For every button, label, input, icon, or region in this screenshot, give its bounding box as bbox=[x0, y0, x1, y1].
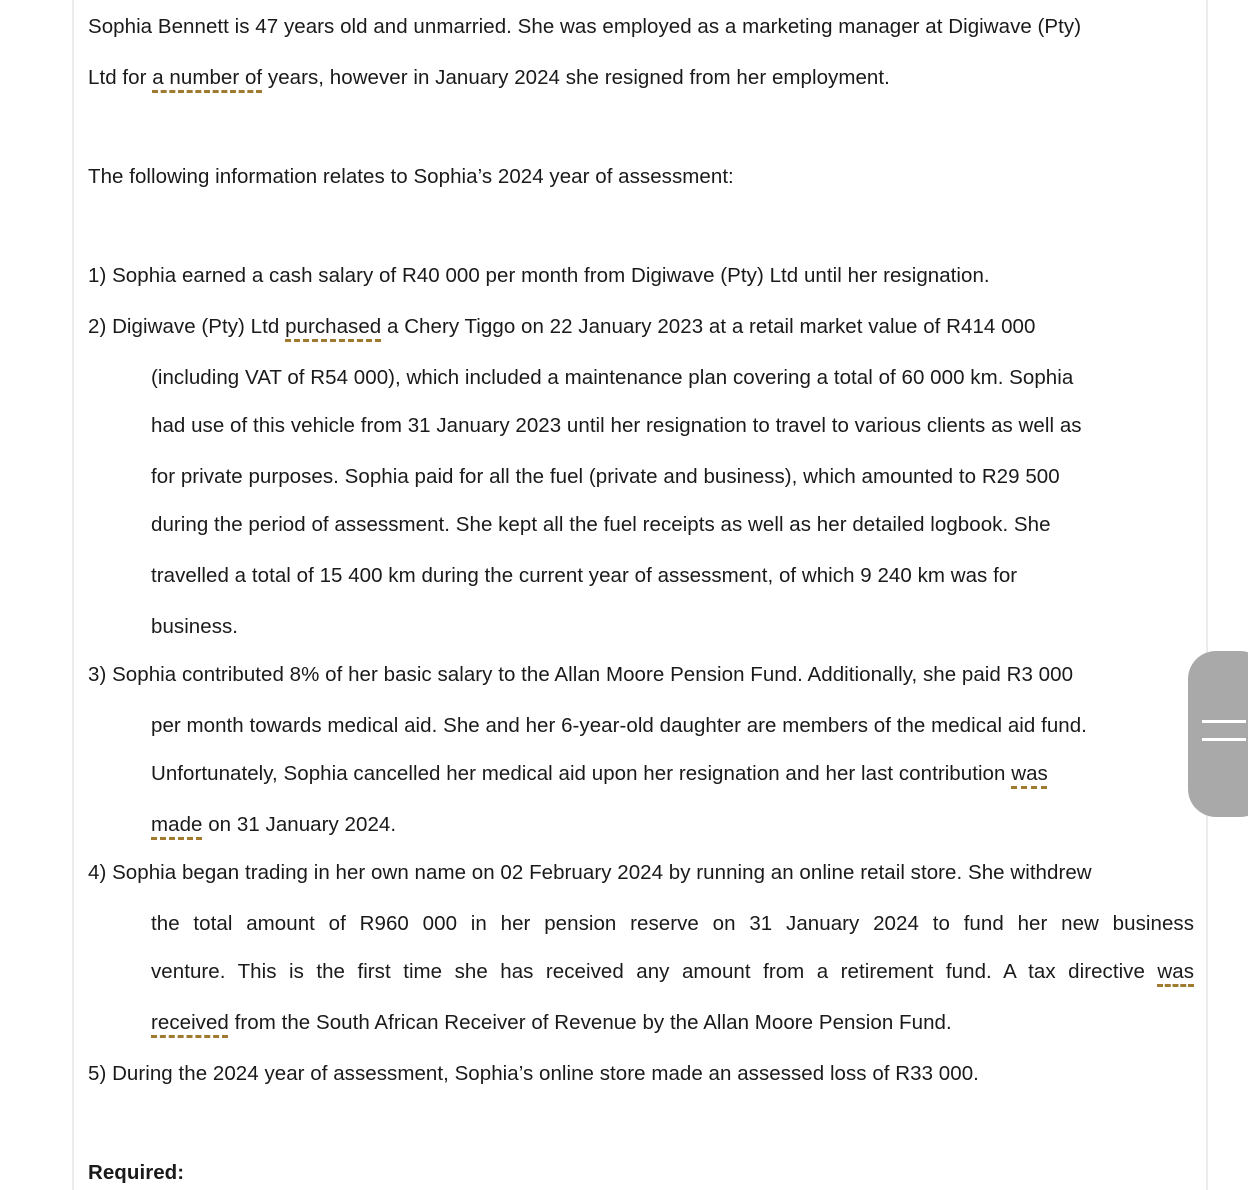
lead-sentence: The following information relates to Sophia’s 2024 year of assessment: bbox=[88, 165, 734, 188]
grammar-flag[interactable]: was bbox=[1157, 960, 1194, 983]
grip-line-icon bbox=[1202, 720, 1246, 723]
item-2-pre: 2) Digiwave (Pty) Ltd bbox=[88, 315, 286, 338]
item-2-line-1 bbox=[88, 313, 1035, 341]
grammar-flag[interactable]: made bbox=[151, 813, 203, 836]
item-2-line-5: during the period of assessment. She kept all the fuel receipts as well as her detailed logbook. She bbox=[151, 513, 1051, 536]
item-2-line-6: travelled a total of 15 400 km during the current year of assessment, of which 9 240 km was for bbox=[151, 564, 1018, 587]
grip-line-icon bbox=[1202, 738, 1246, 741]
grammar-flag[interactable]: purchased bbox=[285, 315, 382, 338]
intro-line-1: Sophia Bennett is 47 years old and unmarried. She was employed as a marketing manager at Digiwave (Pty) bbox=[88, 15, 1082, 38]
intro-line-2-post: years, however in January 2024 she resigned from her employment. bbox=[262, 66, 890, 89]
item-2-line-2: (including VAT of R54 000), which included a maintenance plan covering a total of 60 000 km. Sophia bbox=[151, 366, 1074, 389]
grammar-flag[interactable]: received bbox=[151, 1011, 229, 1034]
item-3-line-2: per month towards medical aid. She and her 6-year-old daughter are members of the medical aid fund. bbox=[151, 714, 1087, 737]
item-4-line-1: 4) Sophia began trading in her own name on 02 February 2024 by running an online retail store. She withdrew bbox=[88, 861, 1092, 884]
item-4-line-4-text: from the South African Receiver of Revenue by the Allan Moore Pension Fund. bbox=[228, 1011, 952, 1034]
intro-line-2-pre: Ltd for bbox=[88, 66, 153, 89]
scrollbar-thumb[interactable] bbox=[1188, 651, 1248, 817]
item-4-line-3 bbox=[151, 958, 1194, 986]
item-2-line-7: business. bbox=[151, 615, 239, 638]
item-2-line-3: had use of this vehicle from 31 January 2023 until her resignation to travel to various clients as well as bbox=[151, 414, 1082, 437]
item-4-line-3-text: venture. This is the first time she has received any amount from a retirement fund. A tax directive bbox=[151, 960, 1158, 983]
item-3-line-4-text: on 31 January 2024. bbox=[202, 813, 397, 836]
grammar-flag[interactable]: a number of bbox=[152, 66, 263, 89]
item-3-line-3 bbox=[151, 760, 1048, 788]
item-4-line-4 bbox=[151, 1009, 952, 1037]
required-heading: Required: bbox=[88, 1161, 185, 1184]
intro-line-2 bbox=[88, 64, 890, 92]
item-2-post: a Chery Tiggo on 22 January 2023 at a retail market value of R414 000 bbox=[381, 315, 1036, 338]
item-2-line-4: for private purposes. Sophia paid for all the fuel (private and business), which amounted to R29 500 bbox=[151, 465, 1060, 488]
grammar-flag[interactable]: was bbox=[1011, 762, 1048, 785]
item-3-line-3-text: Unfortunately, Sophia cancelled her medical aid upon her resignation and her last contribution bbox=[151, 762, 1012, 785]
item-3-line-1: 3) Sophia contributed 8% of her basic salary to the Allan Moore Pension Fund. Additionally, she paid R3 000 bbox=[88, 663, 1074, 686]
item-4-line-2: the total amount of R960 000 in her pension reserve on 31 January 2024 to fund her new business bbox=[151, 912, 1194, 935]
item-5: 5) During the 2024 year of assessment, Sophia’s online store made an assessed loss of R33 000. bbox=[88, 1062, 979, 1085]
item-3-line-4 bbox=[151, 811, 396, 839]
item-1: 1) Sophia earned a cash salary of R40 000 per month from Digiwave (Pty) Ltd until her resignation. bbox=[88, 264, 990, 287]
